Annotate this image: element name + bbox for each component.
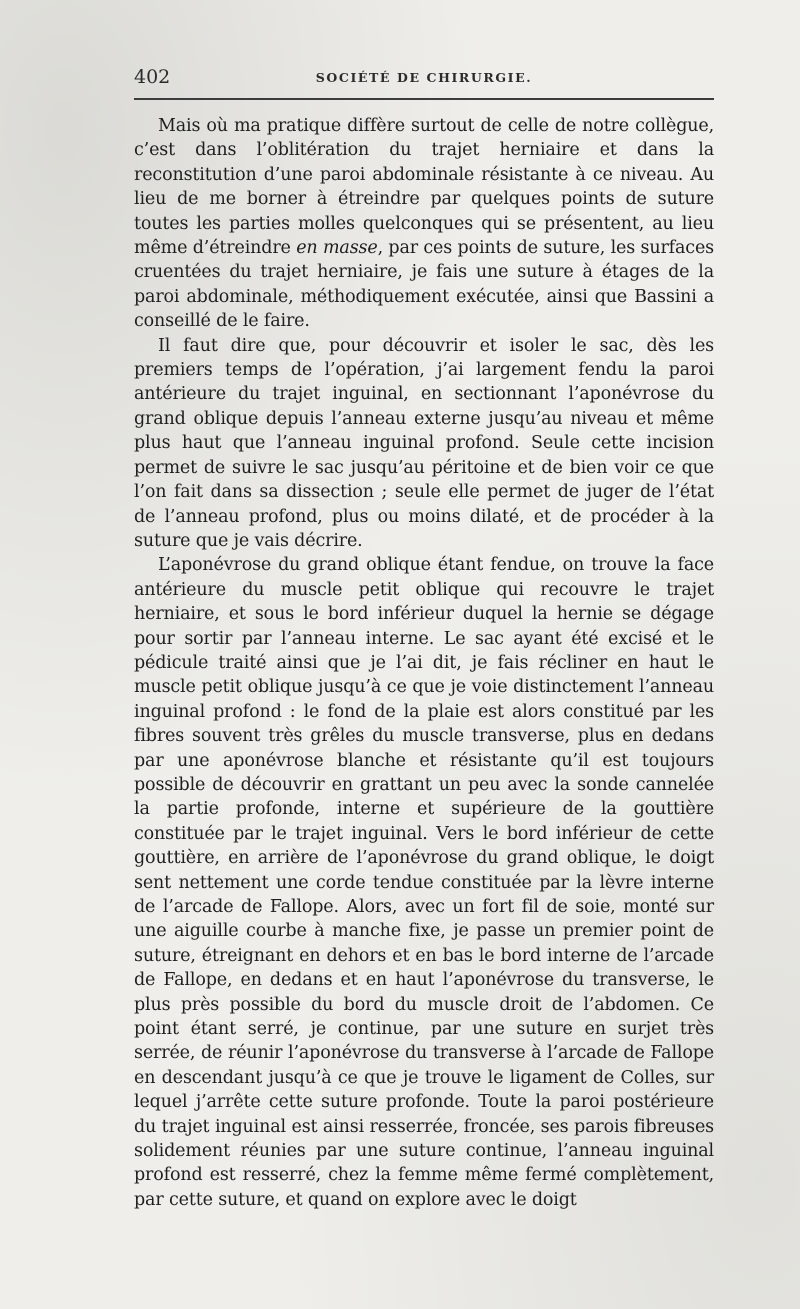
body-text <box>134 114 714 1212</box>
running-title: SOCIÉTÉ DE CHIRURGIE. <box>315 70 533 85</box>
paragraph-2: Il faut dire que, pour découvrir et isoler le sac, dès les premiers temps de l’opération, j’ai largement fendu la paroi antérieure du trajet inguinal, en sectionnant l’aponévrose du grand oblique depuis l’anneau externe jusqu’au niveau et même plus haut que l’anneau inguinal profond. Seule cette incision permet de suivre le sac jusqu’au péritoine et de bien voir ce que l’on fait dans sa dissection ; seule elle permet de juger de l’état de l’anneau profond, plus ou moins dilaté, et de procéder à la suture que je vais décrire. <box>134 335 714 551</box>
paragraph-1-emphasis: en masse <box>296 238 378 259</box>
page-header <box>134 66 714 96</box>
header-rule <box>134 98 714 100</box>
page-number: 402 <box>134 66 171 88</box>
paragraph-1 <box>134 114 714 334</box>
paragraph-1-text-a: Mais où ma pratique diffère surtout de celle de notre collègue, c’est dans l’oblitération du trajet herniaire et dans la reconstitution d’une paroi abdominale résistante à ce niveau. Au lieu de me borner à étreindre par quelques points de suture toutes les parties molles quelconques qui se présentent, au lieu même d’étreindre <box>134 116 714 259</box>
paragraph-1-text-b: , par ces points de suture, les surfaces cruentées du trajet herniaire, je fais une suture à étages de la paroi abdominale, méthodiquement exécutée, ainsi que Bassini a conseillé de le faire. <box>134 238 714 332</box>
paragraph-3: L’aponévrose du grand oblique étant fendue, on trouve la face antérieure du muscle petit oblique qui recouvre le trajet herniaire, et sous le bord inférieur duquel la hernie se dégage pour sortir par l’anneau interne. Le sac ayant été excisé et le pédicule traité ainsi que je l’ai dit, je fais récliner en haut le muscle petit oblique jusqu’à ce que je voie distinctement l’anneau inguinal profond : le fond de la plaie est alors constitué par les fibres souvent très grêles du muscle transverse, plus en dedans par une aponévrose blanche et résistante qu’il est toujours possible de découvrir en grattant un peu avec la sonde cannelée la partie profonde, interne et supérieure de la gouttière constituée par le trajet inguinal. Vers le bord inférieur de cette gouttière, en arrière de l’aponévrose du grand oblique, le doigt sent nettement une corde tendue constituée par la lèvre interne de l’arcade de Fallope. Alors, avec un fort fil de soie, monté sur une aiguille courbe à manche fixe, je passe un premier point de suture, étreignant en dehors et en bas le bord interne de l’arcade de Fallope, en dedans et en haut l’aponévrose du transverse, le plus près possible du bord du muscle droit de l’abdomen. Ce point étant serré, je continue, par une suture en surjet très serrée, de réunir l’aponévrose du transverse à l’arcade de Fallope en descendant jusqu’à ce que je trouve le ligament de Colles, sur lequel j’arrête cette suture profonde. Toute la paroi postérieure du trajet inguinal est ainsi resserrée, froncée, ses parois fibreuses solidement réunies par une suture continue, l’anneau inguinal profond est resserré, chez la femme même fermé complètement, par cette suture, et quand on explore avec le doigt <box>134 555 714 1210</box>
